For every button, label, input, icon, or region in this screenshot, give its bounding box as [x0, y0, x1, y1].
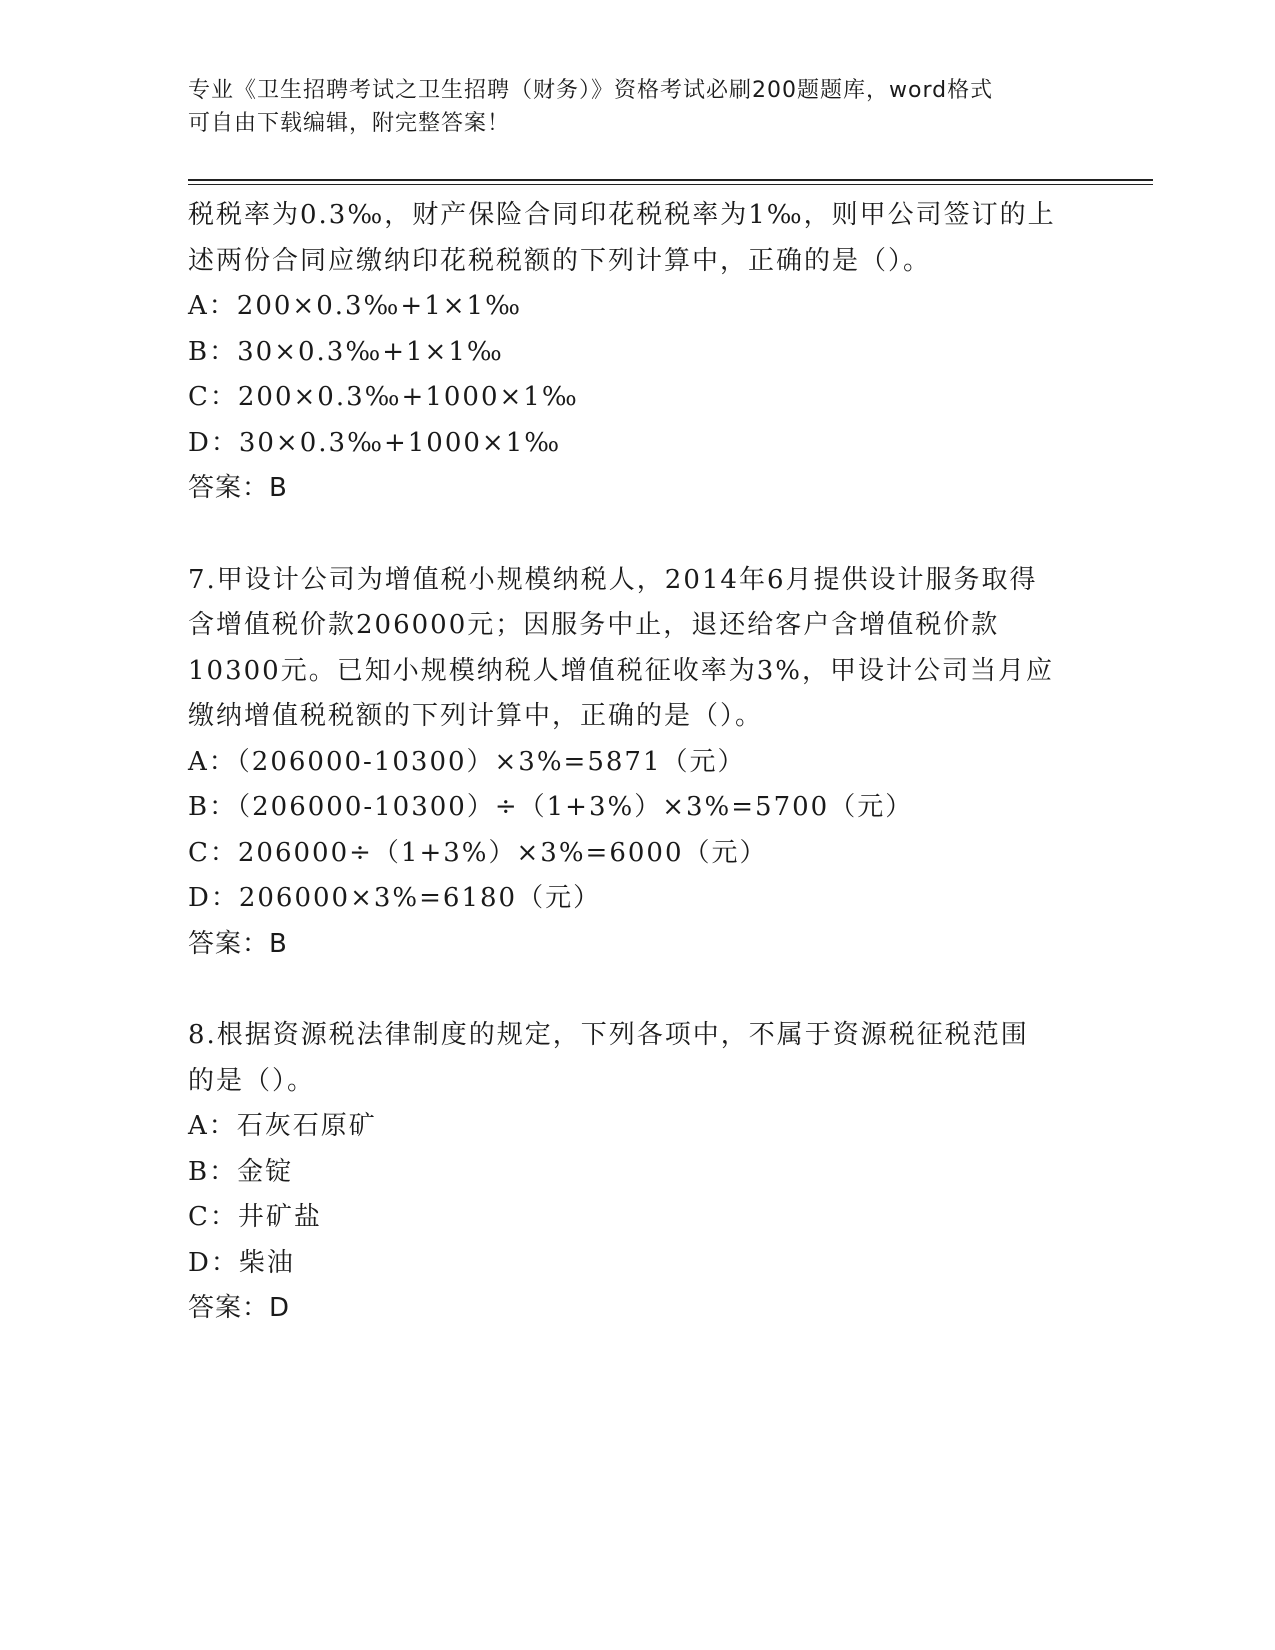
header-line-2: 可自由下载编辑，附完整答案！ — [188, 111, 511, 136]
option-a: A：石灰石原矿 — [188, 1111, 377, 1141]
question-spacer — [188, 967, 1088, 1013]
question-text-line: 的是（）。 — [188, 1065, 316, 1096]
answer-line: 答案：B — [188, 473, 288, 503]
question-text-line: 10300元。已知小规模纳税人增值税征收率为3%，甲设计公司当月应 — [188, 655, 1054, 686]
document-body — [188, 193, 1088, 1332]
option-d: D：柴油 — [188, 1247, 295, 1278]
header-rule-thin — [188, 184, 1153, 185]
document-header — [188, 74, 1068, 140]
option-b: B：（206000-10300）÷（1+3%）×3%=5700（元） — [188, 792, 914, 822]
question-text-line: 8.根据资源税法律制度的规定，下列各项中，不属于资源税征税范围 — [188, 1020, 1029, 1050]
question-text-line: 缴纳增值税税额的下列计算中，正确的是（）。 — [188, 701, 764, 731]
option-b: B：30×0.3‰+1×1‰ — [188, 336, 504, 367]
option-b: B：金锭 — [188, 1156, 294, 1187]
header-line-1: 专业《卫生招聘考试之卫生招聘（财务）》资格考试必刷200题题库，word格式 — [188, 78, 994, 103]
question-text-line: 税税率为0.3‰，财产保险合同印花税税率为1‰，则甲公司签订的上 — [188, 200, 1056, 230]
answer-line: 答案：D — [188, 1293, 291, 1323]
question-7 — [188, 558, 1088, 968]
question-8 — [188, 1013, 1088, 1332]
option-c: C：206000÷（1+3%）×3%=6000（元） — [188, 837, 768, 868]
option-c: C：200×0.3‰+1000×1‰ — [188, 382, 579, 412]
option-c: C：井矿盐 — [188, 1202, 322, 1232]
option-d: D：206000×3%=6180（元） — [188, 883, 602, 913]
option-a: A：（206000-10300）×3%=5871（元） — [188, 746, 746, 777]
question-text-line: 含增值税价款206000元；因服务中止，退还给客户含增值税价款 — [188, 610, 1000, 640]
option-a: A：200×0.3‰+1×1‰ — [188, 291, 522, 321]
answer-line: 答案：B — [188, 928, 288, 959]
question-text-line: 述两份合同应缴纳印花税税额的下列计算中，正确的是（）。 — [188, 245, 932, 276]
option-d: D：30×0.3‰+1000×1‰ — [188, 427, 562, 458]
header-rule-thick — [188, 179, 1153, 181]
question-spacer — [188, 512, 1088, 558]
question-6 — [188, 193, 1088, 512]
question-text-line: 7.甲设计公司为增值税小规模纳税人，2014年6月提供设计服务取得 — [188, 564, 1038, 595]
